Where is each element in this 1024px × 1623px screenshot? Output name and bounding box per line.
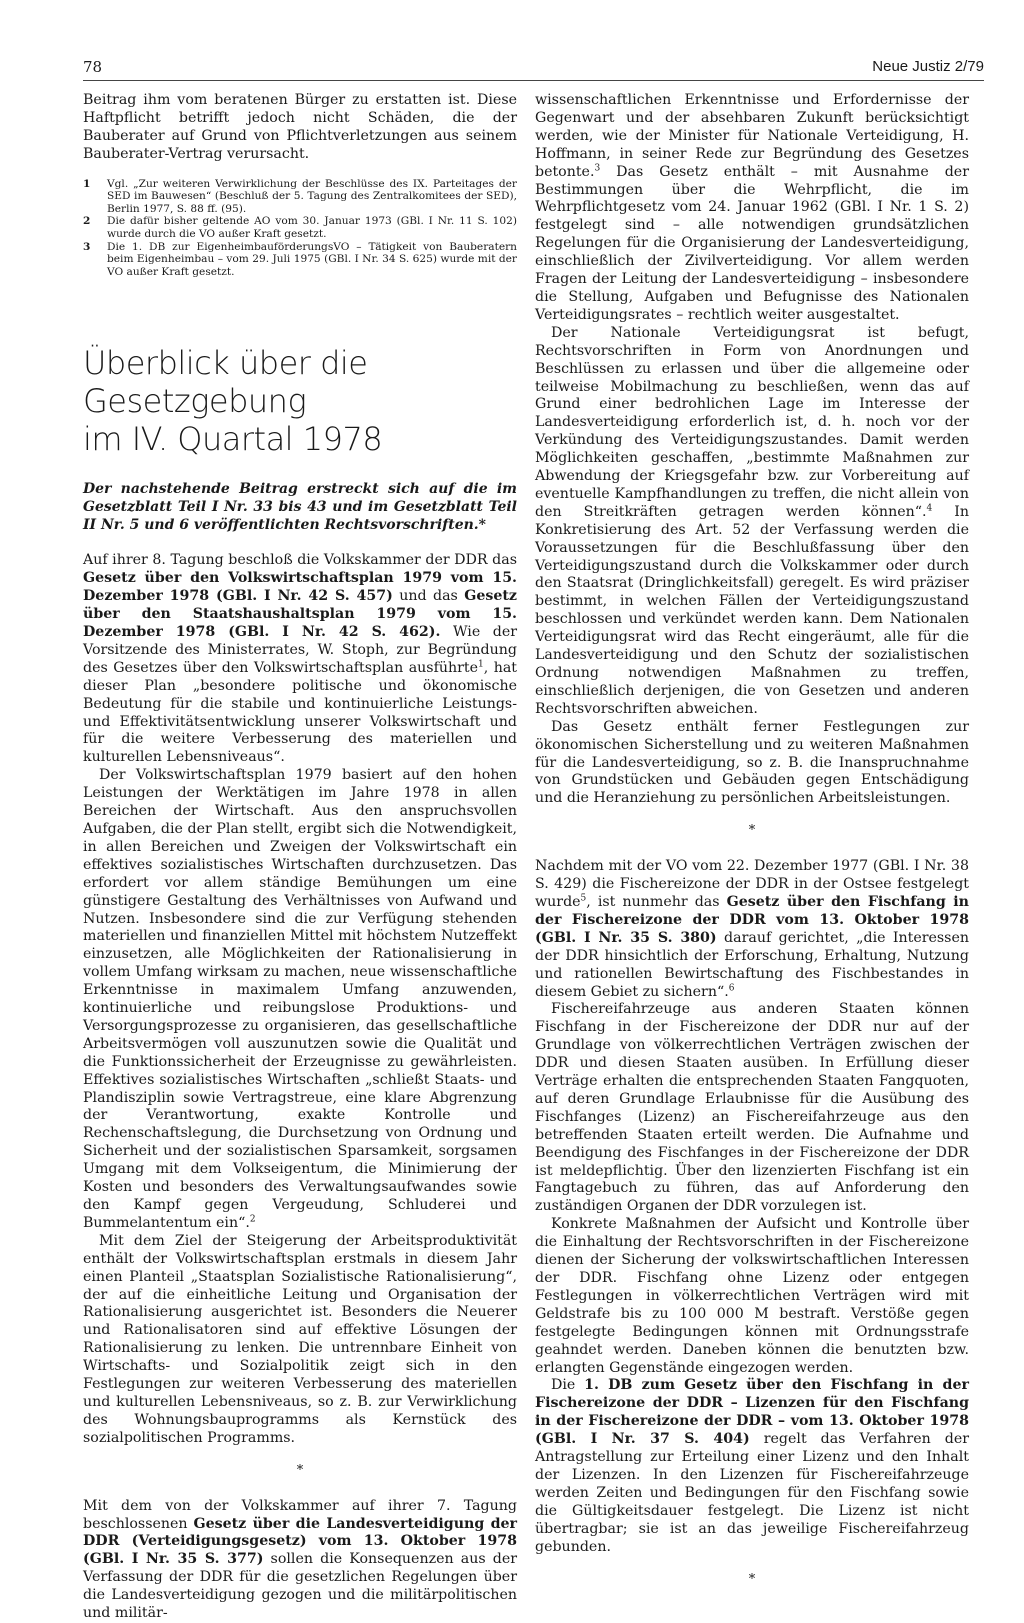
- footnote: [83, 241, 517, 279]
- title-line-1: Überblick über die Gesetzgebung: [83, 344, 368, 421]
- footnote-ref: 1: [477, 659, 484, 670]
- footnote-ref: 4: [926, 503, 933, 514]
- text-run: Mit dem von der Volkskammer auf ihrer 7. Tagung beschlossenen: [83, 1497, 517, 1532]
- footnote-text: Die dafür bisher geltende AO vom 30. Januar 1973 (GBl. I Nr. 11 S. 102) wurde durch die VO außer Kraft gesetzt.: [107, 215, 517, 240]
- text-run: darauf gerichtet, „die Interessen der DDR hinsichtlich der Erforschung, Erhaltung, Nutzung und rationellen Bewirtschaftung des Fischbestandes in diesem Gebiet zu sichern“.: [535, 929, 969, 1000]
- text-run: regelt das Verfahren der Antragstellung zur Erteilung einer Lizenz und den Inhalt der Lizenzen. In den Lizenzen für Fischereifahrzeuge werden Zeiten und Bedingungen für den Fischfang sowie die Gültigkeitsdauer festgelegt. Die Lizenz ist nicht übertragbar; sie ist an das jeweilige Fischereifahrzeug gebunden.: [535, 1431, 969, 1555]
- text-run: Das Gesetz enthält – mit Ausnahme der Bestimmungen über die Wehrpflicht, die im Wehrpflichtgesetz vom 24. Januar 1962 (GBl. I Nr. 1 S. 2) festgelegt sind – alle notwendigen grundsätzlichen Regelungen für die Organisierung der Landesverteidigung, einschließlich der Zivilverteidigung. Vor allem werden Fragen der Leitung der Landesverteidigung – insbesondere die Stellung, Aufgaben und Befugnisse des Nationalen Verteidigungsrates – rechtlich weiter ausgestaltet.: [535, 163, 969, 323]
- law-title: 1. DB zum Gesetz über den Fischfang in der Fischereizone der DDR – Lizenzen für den Fischfang in der Fischereizone der DDR – vom 13. Oktober 1978 (GBl. I Nr. 37 S. 404): [535, 1377, 969, 1448]
- footnote-number: 1: [83, 177, 91, 190]
- footnote-text: Vgl. „Zur weiteren Verwirklichung der Beschlüsse des IX. Parteitages der SED im Bauwesen“ (Beschluß der 5. Tagung des Zentralkomitees der SED), Berlin 1977, S. 88 ff. (95).: [107, 177, 517, 215]
- text-run: Auf ihrer 8. Tagung beschloß die Volkskammer der DDR das: [83, 552, 517, 569]
- section-divider: *: [748, 1571, 756, 1587]
- article-title: [83, 344, 517, 458]
- paragraph: Konkrete Maßnahmen der Aufsicht und Kontrolle über die Einhaltung der Rechtsvorschriften in der Fischereizone dienen der Sicherung der volkswirtschaftlichen Interessen der DDR. Fischfang ohne Lizenz oder entgegen Festlegungen in völkerrechtlichen Verträgen wird mit Geldstrafe bis zu 100 000 M bestraft. Verstöße gegen festgelegte Bedingungen können mit Ordnungsstrafe geahndet werden. Daneben können die benutzten bzw. erlangten Gegenstände eingezogen werden.: [535, 1216, 969, 1376]
- section-divider: *: [296, 1462, 304, 1478]
- footnote-ref: 3: [594, 162, 601, 173]
- paragraph: [535, 325, 969, 719]
- footnotes: [83, 178, 517, 279]
- text-run: sollen die Konsequenzen aus der Verfassung der DDR für die gesetzlichen Regelungen über die Landesverteidigung gezogen und die militärpolitischen und militär-: [83, 1551, 517, 1622]
- text-run: und das: [392, 588, 465, 605]
- footnote-text: Die 1. DB zur EigenheimbauförderungsVO – Tätigkeit von Bauberatern beim Eigenheimbau – vom 29. Juli 1975 (GBl. I Nr. 34 S. 625) wurde mit der VO außer Kraft gesetzt.: [107, 240, 517, 278]
- text-run: Der Volkswirtschaftsplan 1979 basiert auf den hohen Leistungen der Werktätigen im Jahre 1978 in allen Bereichen der Wirtschaft. Aus den anspruchsvollen Aufgaben, die der Plan stellt, ergibt sich die Notwendigkeit, in allen Bereichen und Zweigen der Volkswirtschaft ein effektives sozialistisches Wirtschaften durchzusetzen. Das erfordert vor allem ständige Bemühungen um eine günstigere Gestaltung des Verhältnisses von Aufwand und Nutzen. Insbesondere sind die zur Verfügung stehenden materiellen und finanziellen Mittel mit höchstem Nutzeffekt einzusetzen, alle Möglichkeiten der Rationalisierung in vollem Umfang wirksam zu machen, neue wissenschaftliche Erkenntnisse in maximalem Umfang anzuwenden, kontinuierliche und reibungslose Produktions- und Versorgungsprozesse zu organisieren, das gesellschaftliche Arbeitsvermögen voll auszunutzen sowie die Qualität und die Funktionssicherheit der Erzeugnisse zu gewährleisten. Effektives sozialistisches Wirtschaften „schließt Staats- und Plandisziplin sowie Vertragstreue, eine klare Abgrenzung der Verantwortung, exakte Kontrolle und Rechenschaftslegung, die Durchsetzung von Ordnung und Sicherheit und der sozialistischen Sparsamkeit, sorgsamen Umgang mit dem Volkseigentum, die Minimierung der Kosten und besonders des Verwaltungsaufwandes sowie den Kampf gegen Vergeudung, Schluderei und Bummelantentum ein“.: [83, 767, 517, 1231]
- paragraph: [535, 1377, 969, 1556]
- journal-issue: Neue Justiz 2/79: [872, 58, 984, 75]
- footnote: [83, 215, 517, 240]
- intro-paragraph: Beitrag ihm vom beratenen Bürger zu erstatten ist. Diese Haftpflicht betrifft jedoch nicht Schäden, die der Bauberater auf Grund von Pflichtverletzungen aus seinem Bauberater-Vertrag verursacht.: [83, 92, 517, 162]
- paragraph: [83, 767, 517, 1233]
- title-line-2: im IV. Quartal 1978: [83, 420, 383, 459]
- footnote: [83, 178, 517, 216]
- footnote-number: 3: [83, 240, 91, 253]
- paragraph: [83, 1498, 517, 1623]
- footnote-ref: 6: [728, 982, 735, 993]
- left-column: [83, 92, 517, 1623]
- text-run: , hat dieser Plan „besondere politische und ökonomische Bedeutung für die stabile und kontinuierliche Leistungs- und Effektivitätsentwicklung unserer Volkswirtschaft und für die weitere Verbesserung des materiellen und kulturellen Lebensniveaus“.: [83, 659, 517, 766]
- section-divider: *: [748, 823, 756, 839]
- paragraph: Das Gesetz enthält ferner Festlegungen zur ökonomischen Sicherstellung und zu weiteren Maßnahmen für die Landesverteidigung, so z. B. die Inanspruchnahme von Grundstücken und Gebäuden gegen Entschädigung und die Heranziehung zu persönlichen Arbeitsleistungen.: [535, 718, 969, 807]
- law-title: Gesetz über den Volkswirtschaftsplan 1979 vom 15. Dezember 1978 (GBl. I Nr. 42 S. 457): [83, 570, 517, 605]
- paragraph: [535, 92, 969, 325]
- text-run: , ist nunmehr das: [586, 893, 727, 910]
- law-title: Gesetz über den Staatshaushaltsplan 1979 vom 15. Dezember 1978 (GBl. I Nr. 42 S. 462).: [83, 588, 517, 640]
- text-run: Die: [551, 1377, 585, 1394]
- text-run: Der Nationale Verteidigungsrat ist befugt, Rechtsvorschriften in Form von Anordnungen und Beschlüssen zu erlassen und über die allgemeine oder teilweise Mobilmachung zu beschließen, wenn das auf Grund einer bedrohlichen Lage im Interesse der Landesverteidigung erforderlich ist, d. h. noch vor der Verkündung des Verteidigungszustandes. Damit werden Möglichkeiten geschaffen, „bestimmte Maßnahmen zur Abwendung der Kriegsgefahr bzw. zur Vorbereitung auf eventuelle Kampfhandlungen zu treffen, die nicht allein von den Streitkräften getragen werden können“.: [535, 324, 969, 520]
- footnote-ref: 2: [249, 1214, 256, 1225]
- footnote-number: 2: [83, 215, 91, 228]
- page-number: 78: [83, 58, 103, 76]
- text-run: wissenschaftlichen Erkenntnisse und Erfordernisse der Gegenwart und der absehbaren Zukunft berücksichtigt werden, wie der Minister für Nationale Verteidigung, H. Hoffmann, in seiner Rede zur Begründung des Gesetzes betonte.: [535, 92, 969, 180]
- footnote-ref: 5: [580, 893, 587, 904]
- text-run: In Konkretisierung des Art. 52 der Verfassung werden die Voraussetzungen für die Beschlußfassung über den Verteidigungszustand durch die Volkskammer oder durch den Staatsrat (Dringlichkeitsfall) geregelt. Es wird präziser bestimmt, in welchen Fällen der Verteidigungszustand beschlossen und verkündet werden kann. Dem Nationalen Verteidigungsrat wird das Recht eingeräumt, alle für die Landesverteidigung und den Schutz der sozialistischen Ordnung notwendigen Maßnahmen zu treffen, einschließlich derjenigen, die von Gesetzen und anderen Rechtsvorschriften abweichen.: [535, 503, 969, 717]
- paragraph: Mit dem Ziel der Steigerung der Arbeitsproduktivität enthält der Volkswirtschaftsplan erstmals in diesem Jahr einen Planteil „Staatsplan Sozialistische Rationalisierung“, der auf die einheitliche Leitung und Organisation der Rationalisierung ausgerichtet ist. Besonders die Neuerer und Rationalisatoren sind auf effektive Lösungen der Rationalisierung zu lenken. Die untrennbare Einheit von Wirtschafts- und Sozialpolitik zeigt sich in den Festlegungen zur weiteren Verbesserung des materiellen und kulturellen Lebensniveaus, so z. B. zur Verwirklichung des Wohnungsbauprogramms als Kernstück des sozialpolitischen Programms.: [83, 1232, 517, 1446]
- paragraph: [83, 552, 517, 767]
- header-rule: [83, 80, 984, 81]
- text-run: Wie der Vorsitzende des Ministerrates, W. Stoph, zur Begründung des Gesetzes über den Volkswirtschaftsplan ausführte: [83, 624, 517, 676]
- paragraph: [535, 858, 969, 1001]
- right-column: [535, 92, 969, 1606]
- text-run: Nachdem mit der VO vom 22. Dezember 1977 (GBl. I Nr. 38 S. 429) die Fischereizone der DDR in der Ostsee festgelegt wurde: [535, 858, 969, 910]
- law-title: Gesetz über den Fischfang in der Fischereizone der DDR vom 13. Oktober 1978 (GBl. I Nr. 35 S. 380): [535, 893, 969, 946]
- paragraph: Fischereifahrzeuge aus anderen Staaten können Fischfang in der Fischereizone der DDR nur auf der Grundlage von völkerrechtlichen Verträgen zwischen der DDR und diesen Staaten ausüben. In Erfüllung dieser Verträge erhalten die entsprechenden Staaten Fangquoten, auf deren Grundlage Erlaubnisse für die Ausübung des Fischfanges (Lizenz) an Fischereifahrzeuge aus den betreffenden Staaten erteilt werden. Die Aufnahme und Beendigung des Fischfanges in der Fischereizone der DDR ist meldepflichtig. Über den lizenzierten Fischfang ist ein Fangtagebuch zu führen, das auf Anforderung den zuständigen Organen der DDR vorzulegen ist.: [535, 1001, 969, 1215]
- law-title: Gesetz über die Landesverteidigung der DDR (Verteidigungsgesetz) vom 13. Oktober 1978 (GBl. I Nr. 35 S. 377): [83, 1515, 517, 1568]
- lead-paragraph: Der nachstehende Beitrag erstreckt sich auf die im Gesetzblatt Teil I Nr. 33 bis 43 und im Gesetzblatt Teil II Nr. 5 und 6 veröffentlichten Rechtsvorschriften.*: [83, 481, 517, 534]
